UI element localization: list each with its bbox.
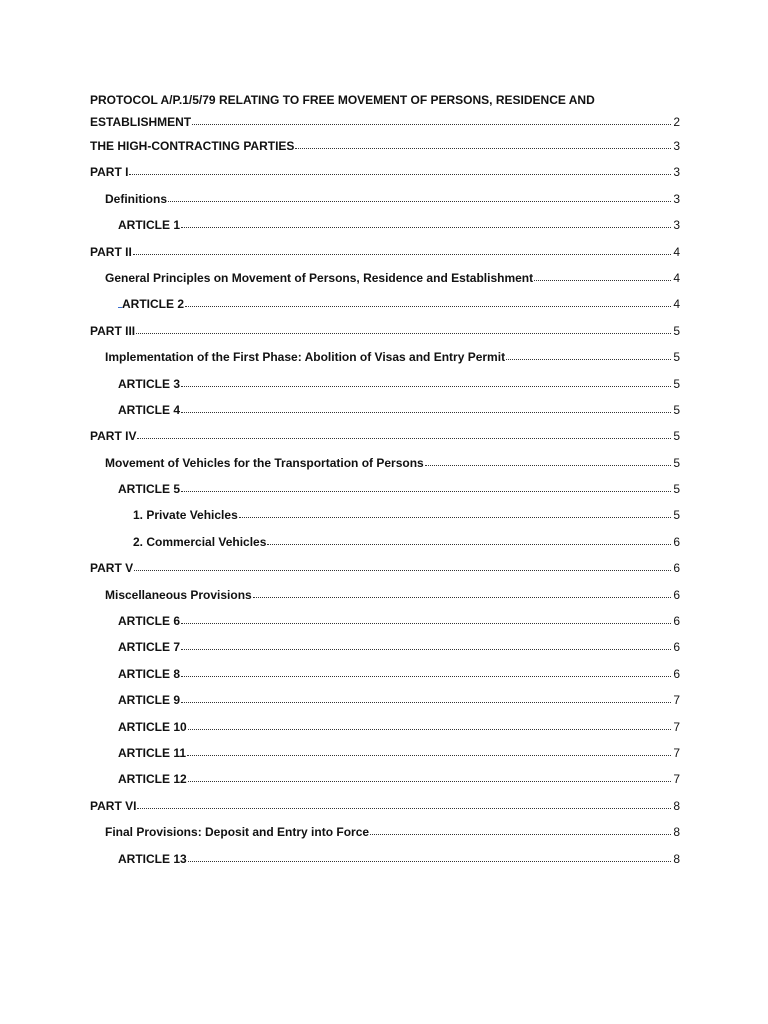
toc-page-number: 3 — [673, 218, 680, 233]
dot-leader — [181, 217, 671, 229]
dot-leader — [295, 138, 671, 150]
dot-leader — [181, 376, 671, 388]
toc-page-number: 5 — [673, 508, 680, 523]
dot-leader — [188, 719, 671, 731]
dot-leader — [137, 798, 671, 810]
toc-entry-label: ARTICLE 6 — [118, 614, 181, 629]
toc-entry-label: Implementation of the First Phase: Abolition of Visas and Entry Permit — [105, 350, 506, 365]
toc-entry-article-3[interactable] — [90, 371, 680, 397]
dot-leader — [425, 455, 671, 467]
toc-entry-final-provisions[interactable] — [90, 819, 680, 845]
dot-leader — [133, 244, 671, 256]
dot-leader — [181, 402, 671, 414]
toc-page-number: 7 — [673, 719, 680, 734]
toc-page-number: 5 — [673, 429, 680, 444]
toc-entry-movement-of-vehicles[interactable] — [90, 450, 680, 476]
dot-leader — [239, 507, 671, 519]
dot-leader — [187, 745, 671, 757]
dot-leader — [181, 481, 671, 493]
toc-entry-label: ARTICLE 10 — [118, 719, 187, 734]
toc-entry-label: ARTICLE 11 — [118, 745, 187, 760]
toc-entry-part-5[interactable] — [90, 555, 680, 581]
dot-leader — [181, 639, 671, 651]
toc-entry-implementation-first-phase[interactable] — [90, 344, 680, 370]
toc-entry-title-line1: PROTOCOL A/P.1/5/79 RELATING TO FREE MOVEMENT OF PERSONS, RESIDENCE AND — [90, 93, 595, 107]
toc-entry-article-8[interactable] — [90, 661, 680, 687]
dot-leader — [185, 296, 671, 308]
toc-entry-protocol[interactable] — [90, 90, 680, 133]
toc-entry-article-7[interactable] — [90, 634, 680, 660]
dot-leader — [253, 587, 671, 599]
toc-page-number: 5 — [673, 350, 680, 365]
dot-leader — [181, 692, 671, 704]
toc-entry-label: PART VI — [90, 798, 137, 813]
toc-entry-label: THE HIGH-CONTRACTING PARTIES — [90, 139, 295, 153]
toc-page-number: 6 — [673, 640, 680, 655]
toc-page-number: 3 — [673, 165, 680, 180]
toc-page-number: 3 — [673, 139, 680, 153]
toc-entry-article-4[interactable] — [90, 397, 680, 423]
toc-entry-label: Definitions — [105, 191, 167, 206]
table-of-contents — [90, 90, 680, 872]
toc-entry-article-12[interactable] — [90, 766, 680, 792]
toc-page-number: 6 — [673, 614, 680, 629]
toc-entry-part-4[interactable] — [90, 423, 680, 449]
toc-page-number: 5 — [673, 455, 680, 470]
toc-entry-label: 2. Commercial Vehicles — [133, 534, 267, 549]
toc-entry-part-1[interactable] — [90, 159, 680, 185]
toc-page-number: 7 — [673, 745, 680, 760]
toc-page-number: 4 — [673, 297, 680, 312]
toc-page-number: 2 — [673, 114, 680, 129]
toc-entry-article-11[interactable] — [90, 740, 680, 766]
toc-entry-label: PART V — [90, 561, 134, 576]
toc-entry-label: Movement of Vehicles for the Transportation of Persons — [105, 455, 424, 470]
toc-page-number: 5 — [673, 402, 680, 417]
dot-leader — [267, 534, 671, 546]
toc-entry-label: ARTICLE 13 — [118, 851, 187, 866]
toc-entry-part-3[interactable] — [90, 318, 680, 344]
toc-entry-article-6[interactable] — [90, 608, 680, 634]
toc-entry-definitions[interactable] — [90, 186, 680, 212]
toc-entry-label: ARTICLE 5 — [118, 482, 181, 497]
toc-entry-article-1[interactable] — [90, 212, 680, 238]
toc-entry-private-vehicles[interactable] — [90, 502, 680, 528]
toc-entry-label: PART III — [90, 323, 136, 338]
dot-leader — [137, 428, 671, 440]
toc-page-number: 6 — [673, 587, 680, 602]
dot-leader — [168, 191, 671, 203]
toc-entry-label: PART I — [90, 165, 129, 180]
dot-leader — [181, 613, 671, 625]
toc-entry-label: ARTICLE 3 — [118, 376, 181, 391]
toc-entry-label: ARTICLE 2 — [122, 297, 185, 312]
toc-page-number: 6 — [673, 666, 680, 681]
toc-page-number: 7 — [673, 693, 680, 708]
toc-page-number: 5 — [673, 376, 680, 391]
toc-entry-label: PART II — [90, 244, 132, 259]
toc-entry-label: ARTICLE 8 — [118, 666, 181, 681]
dot-leader — [188, 771, 671, 783]
toc-page-number: 8 — [673, 851, 680, 866]
toc-entry-label: ESTABLISHMENT — [90, 114, 192, 129]
dot-leader — [534, 270, 671, 282]
toc-page-number: 6 — [673, 534, 680, 549]
dot-leader — [506, 349, 671, 361]
toc-entry-article-13[interactable] — [90, 846, 680, 872]
toc-entry-article-2[interactable] — [90, 291, 680, 317]
dot-leader — [188, 851, 671, 863]
toc-entry-miscellaneous-provisions[interactable] — [90, 582, 680, 608]
dot-leader — [129, 164, 671, 176]
dot-leader — [192, 114, 671, 126]
toc-entry-part-6[interactable] — [90, 793, 680, 819]
toc-entry-general-principles[interactable] — [90, 265, 680, 291]
toc-page-number: 6 — [673, 561, 680, 576]
dot-leader — [134, 560, 671, 572]
toc-entry-article-10[interactable] — [90, 714, 680, 740]
toc-entry-label: Miscellaneous Provisions — [105, 587, 252, 602]
toc-page-number: 5 — [673, 482, 680, 497]
toc-entry-label: Final Provisions: Deposit and Entry into Force — [105, 825, 370, 840]
toc-entry-label: ARTICLE 12 — [118, 772, 187, 787]
toc-entry-high-contracting-parties[interactable] — [90, 133, 680, 159]
toc-page-number: 8 — [673, 798, 680, 813]
toc-entry-label: ARTICLE 7 — [118, 640, 181, 655]
dot-leader — [181, 666, 671, 678]
toc-entry-label: 1. Private Vehicles — [133, 508, 238, 523]
toc-entry-label: ARTICLE 1 — [118, 218, 181, 233]
toc-entry-label: ARTICLE 4 — [118, 402, 181, 417]
toc-entry-part-2[interactable] — [90, 239, 680, 265]
toc-page-number: 3 — [673, 191, 680, 206]
toc-entry-article-9[interactable] — [90, 687, 680, 713]
toc-entry-article-5[interactable] — [90, 476, 680, 502]
toc-entry-label: PART IV — [90, 429, 137, 444]
toc-page-number: 7 — [673, 772, 680, 787]
toc-page-number: 4 — [673, 270, 680, 285]
toc-entry-label: ARTICLE 9 — [118, 693, 181, 708]
toc-page-number: 8 — [673, 825, 680, 840]
toc-page-number: 4 — [673, 244, 680, 259]
toc-entry-commercial-vehicles[interactable] — [90, 529, 680, 555]
toc-entry-label: General Principles on Movement of Persons, Residence and Establishment — [105, 270, 534, 285]
dot-leader — [136, 323, 671, 335]
dot-leader — [370, 824, 671, 836]
toc-page-number: 5 — [673, 323, 680, 338]
